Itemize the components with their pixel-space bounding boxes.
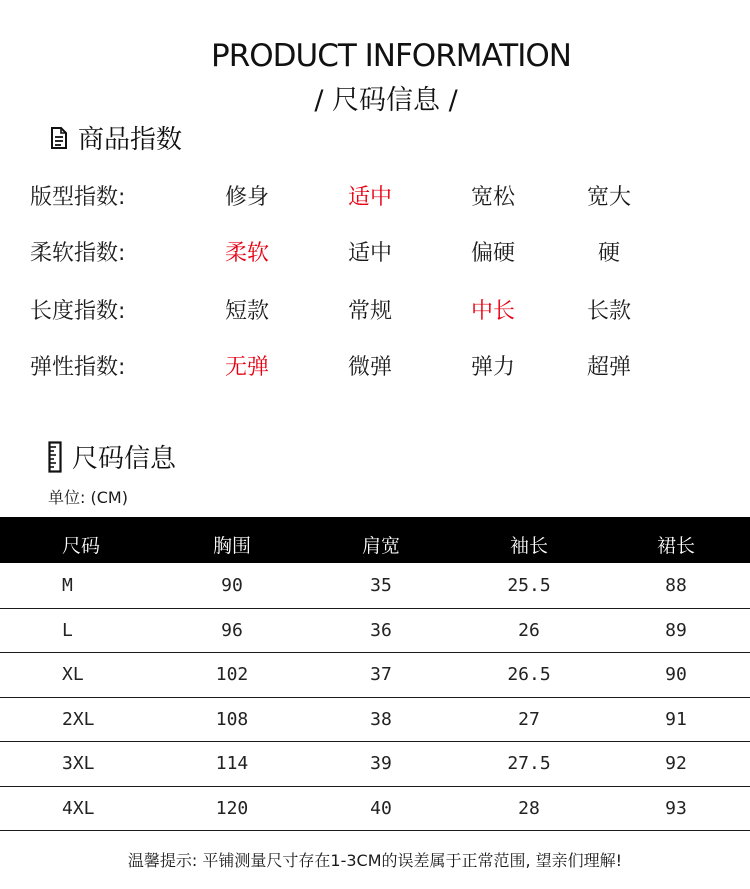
unit-label: 单位: (CM) (48, 488, 128, 507)
index-option: 常规 (347, 299, 392, 324)
measurement-note: 温馨提示: 平铺测量尺寸存在1-3CM的误差属于正常范围, 望亲们理解! (127, 851, 623, 870)
index-option: 宽松 (470, 185, 515, 210)
index-row-label: 版型指数: (30, 185, 126, 210)
table-cell: 27.5 (507, 753, 551, 774)
index-option: 微弹 (347, 355, 392, 380)
table-row-divider (0, 830, 750, 831)
table-cell: 114 (215, 753, 249, 774)
table-cell: 36 (370, 619, 392, 641)
table-row-divider (0, 741, 750, 742)
index-section-heading (50, 119, 182, 156)
table-cell: 89 (665, 619, 687, 641)
table-cell: 91 (665, 708, 687, 730)
table-row-divider (0, 697, 750, 698)
table-row-divider (0, 786, 750, 787)
table-cell: 26.5 (507, 664, 551, 685)
table-column-header: 胸围 (212, 535, 251, 557)
table-cell: 38 (370, 708, 392, 730)
index-option: 偏硬 (470, 241, 515, 266)
table-cell: 93 (665, 797, 687, 819)
index-option: 适中 (347, 241, 392, 266)
table-cell: 90 (665, 664, 687, 685)
table-column-header: 肩宽 (361, 535, 400, 557)
table-cell: 108 (215, 708, 249, 730)
document-icon (50, 126, 68, 150)
index-option: 短款 (224, 299, 269, 324)
index-option-selected: 适中 (347, 185, 392, 210)
table-column-header: 袖长 (509, 535, 548, 557)
table-row-size: 3XL (62, 753, 95, 774)
index-option: 硬 (597, 241, 620, 266)
index-option: 超弹 (586, 355, 631, 380)
table-cell: 37 (370, 664, 392, 685)
page-title-cn: / 尺码信息 / (314, 85, 458, 116)
table-column-header: 尺码 (62, 535, 101, 557)
table-cell: 25.5 (507, 575, 551, 596)
table-cell: 90 (221, 575, 243, 596)
index-option-selected: 无弹 (224, 355, 269, 380)
table-column-header: 裙长 (656, 535, 695, 557)
page-title-en: PRODUCT INFORMATION (211, 38, 571, 74)
index-section-title: 商品指数 (78, 125, 183, 155)
table-row-size: 4XL (62, 797, 95, 819)
table-cell: 102 (215, 664, 249, 685)
index-row-label: 长度指数: (30, 299, 126, 324)
ruler-icon (48, 441, 62, 473)
table-cell: 92 (665, 753, 687, 774)
table-row-size: 2XL (62, 708, 95, 730)
table-row-size: L (62, 619, 73, 641)
table-cell: 40 (370, 797, 392, 819)
index-option: 长款 (586, 299, 631, 324)
table-row-divider (0, 608, 750, 609)
index-row-label: 弹性指数: (30, 355, 126, 380)
size-section-heading (48, 438, 176, 475)
table-row-size: XL (62, 664, 84, 685)
index-option: 修身 (224, 185, 269, 210)
index-option: 弹力 (470, 355, 515, 380)
table-cell: 88 (665, 575, 687, 596)
index-option-selected: 柔软 (224, 241, 269, 266)
size-section-title: 尺码信息 (72, 444, 177, 474)
index-row-label: 柔软指数: (30, 241, 126, 266)
index-option-selected: 中长 (470, 299, 515, 324)
table-row-divider (0, 652, 750, 653)
table-cell: 28 (518, 797, 540, 819)
table-row-size: M (62, 575, 73, 596)
table-cell: 27 (518, 708, 540, 730)
table-cell: 39 (370, 753, 392, 774)
table-cell: 120 (215, 797, 249, 819)
table-cell: 35 (370, 575, 392, 596)
table-cell: 96 (221, 619, 243, 641)
index-option: 宽大 (586, 185, 631, 210)
table-cell: 26 (518, 619, 540, 641)
